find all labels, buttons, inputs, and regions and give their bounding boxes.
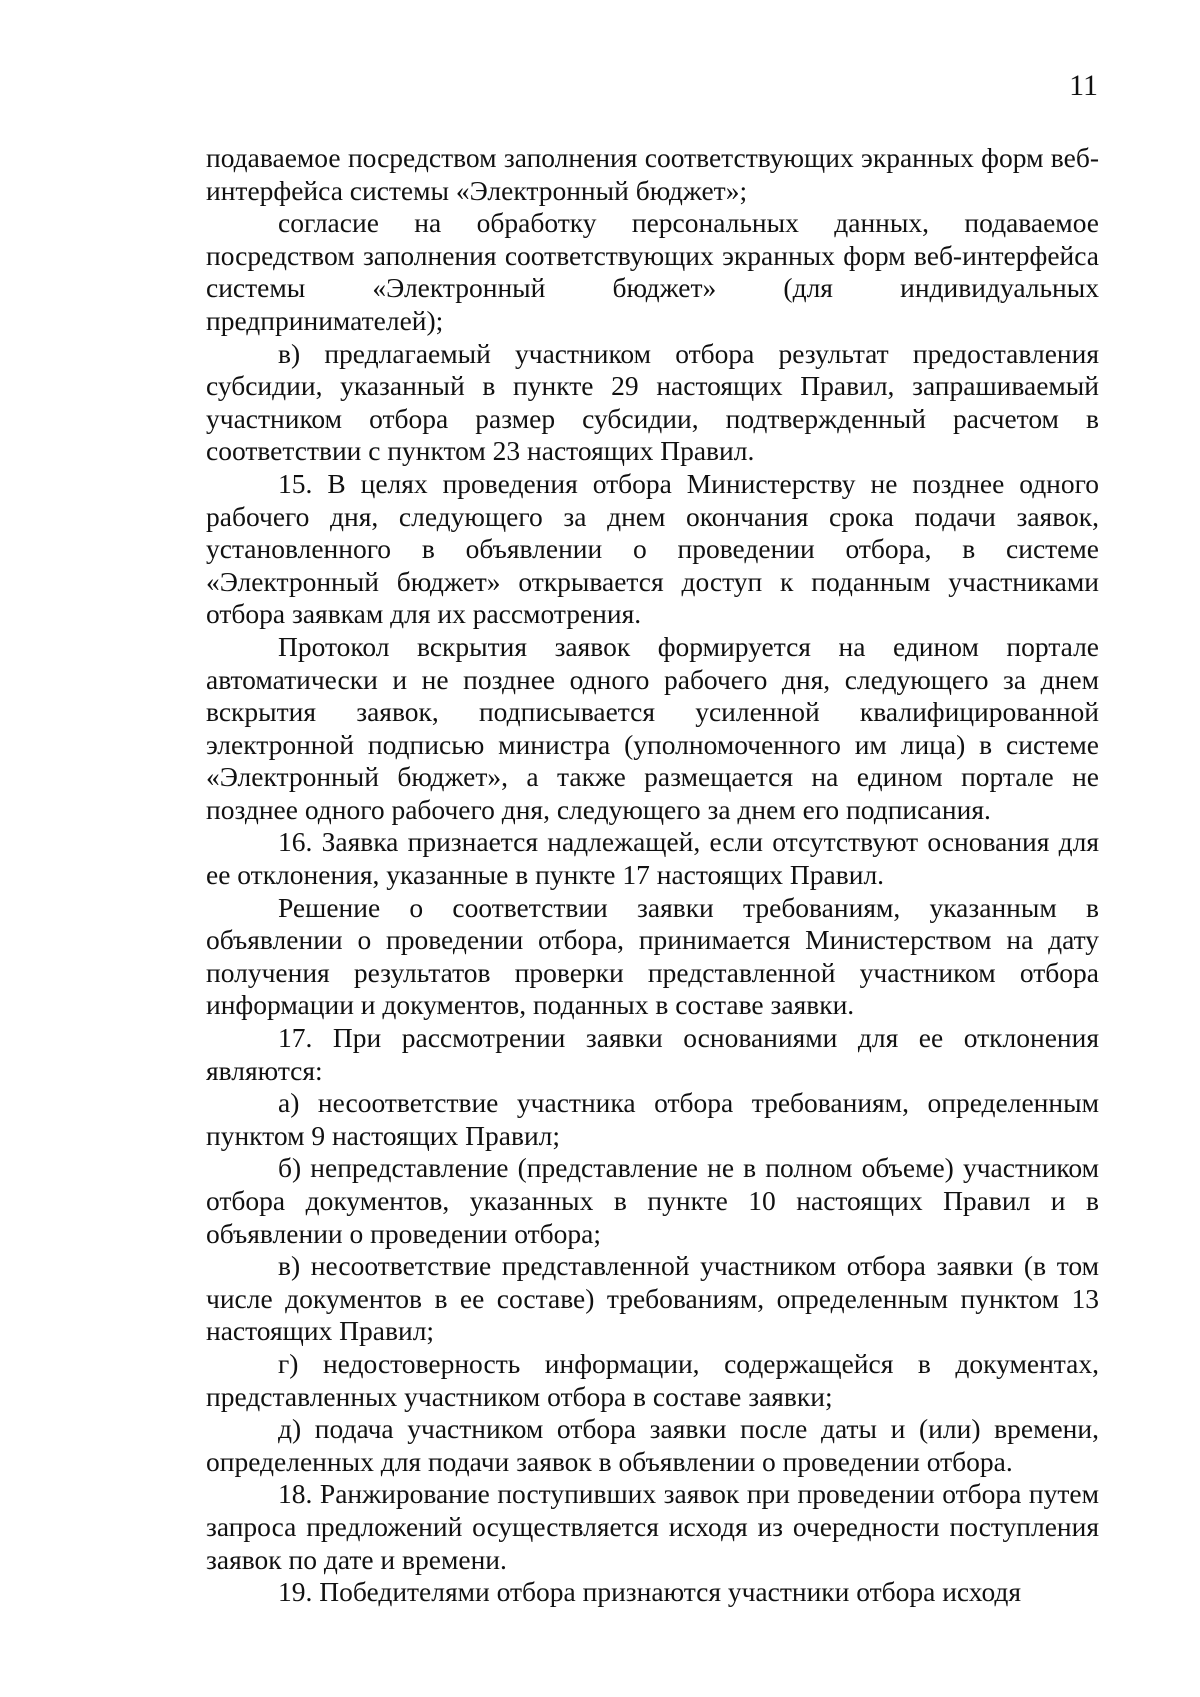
paragraph: б) непредставление (представление не в полном объеме) участником отбора документов, указанных в пункте 10 настоящих Правил и в объявлении о проведении отбора; (206, 1152, 1099, 1249)
paragraph: 15. В целях проведения отбора Министерству не позднее одного рабочего дня, следующего за днем окончания срока подачи заявок, установленного в объявлении о проведении отбора, в системе «Электронный бюджет» открывается доступ к поданным участниками отбора заявкам для их рассмотрения. (206, 467, 1099, 630)
paragraph: Протокол вскрытия заявок формируется на едином портале автоматически и не позднее одного рабочего дня, следующего за днем вскрытия заявок, подписывается усиленной квалифицированной электронной подписью министра (уполномоченного им лица) в системе «Электронный бюджет», а также размещается на едином портале не позднее одного рабочего дня, следующего за днем его подписания. (206, 630, 1099, 825)
paragraph: 16. Заявка признается надлежащей, если отсутствуют основания для ее отклонения, указанные в пункте 17 настоящих Правил. (206, 826, 1099, 891)
paragraph: согласие на обработку персональных данных, подаваемое посредством заполнения соответствующих экранных форм веб-интерфейса системы «Электронный бюджет» (для индивидуальных предпринимателей); (206, 207, 1099, 336)
paragraph: а) несоответствие участника отбора требованиям, определенным пунктом 9 настоящих Правил; (206, 1087, 1099, 1151)
paragraph: подаваемое посредством заполнения соответствующих экранных форм веб-интерфейса системы «Электронный бюджет»; (206, 142, 1099, 206)
paragraph: Решение о соответствии заявки требованиям, указанным в объявлении о проведении отбора, принимается Министерством на дату получения результатов проверки представленной участником отбора информации и документов, поданных в составе заявки. (206, 891, 1099, 1021)
paragraph: 18. Ранжирование поступивших заявок при проведении отбора путем запроса предложений осуществляется исходя из очередности поступления заявок по дате и времени. (206, 1478, 1099, 1575)
paragraph: в) несоответствие представленной участником отбора заявки (в том числе документов в ее составе) требованиям, определенным пунктом 13 настоящих Правил; (206, 1250, 1099, 1347)
page-number: 11 (1069, 69, 1098, 102)
paragraph: 17. При рассмотрении заявки основаниями для ее отклонения являются: (206, 1022, 1099, 1086)
paragraph: г) недостоверность информации, содержащейся в документах, представленных участником отбора в составе заявки; (206, 1347, 1099, 1412)
paragraph: в) предлагаемый участником отбора результат предоставления субсидии, указанный в пункте 29 настоящих Правил, запрашиваемый участником отбора размер субсидии, подтвержденный расчетом в соответствии с пунктом 23 настоящих Правил. (206, 337, 1099, 467)
paragraph: д) подача участником отбора заявки после даты и (или) времени, определенных для подачи заявок в объявлении о проведении отбора. (206, 1413, 1099, 1477)
document-body (206, 142, 1099, 1609)
paragraph: 19. Победителями отбора признаются участники отбора исходя (278, 1576, 1022, 1608)
